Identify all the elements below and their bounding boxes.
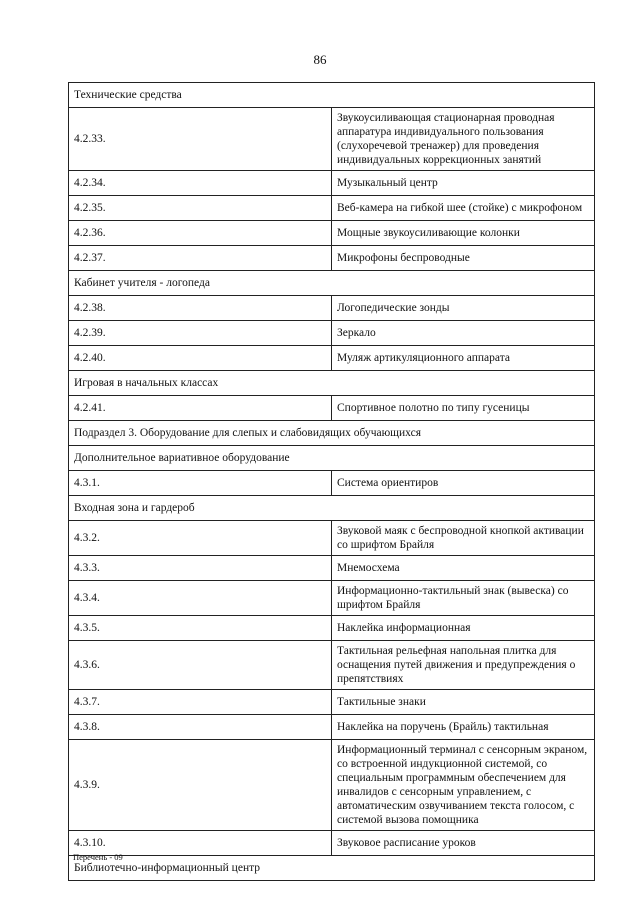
table-row — [69, 616, 595, 641]
table-row — [69, 321, 595, 346]
item-description: Звукоусиливающая стационарная проводная аппаратура индивидуального пользования (слухоречевой тренажер) для проведения индивидуальных коррекционных занятий — [332, 108, 595, 171]
item-description: Система ориентиров — [332, 471, 595, 496]
item-number: 4.2.37. — [69, 246, 332, 271]
table-row — [69, 740, 595, 831]
section-title: Библиотечно-информационный центр — [69, 856, 595, 881]
item-description: Зеркало — [332, 321, 595, 346]
item-description: Информационный терминал с сенсорным экраном, со встроенной индукционной системой, со специальным программным обеспечением для инвалидов с сенсорным управлением, с автоматическим озвучиванием текста голосом, с системой вызова помощника — [332, 740, 595, 831]
section-header-row — [69, 83, 595, 108]
item-description: Наклейка информационная — [332, 616, 595, 641]
item-number: 4.3.9. — [69, 740, 332, 831]
table-row — [69, 641, 595, 690]
item-number: 4.2.36. — [69, 221, 332, 246]
table-row — [69, 196, 595, 221]
section-header-row — [69, 421, 595, 446]
section-title: Подраздел 3. Оборудование для слепых и слабовидящих обучающихся — [69, 421, 595, 446]
section-title: Дополнительное вариативное оборудование — [69, 446, 595, 471]
item-number: 4.3.8. — [69, 715, 332, 740]
item-number: 4.3.3. — [69, 556, 332, 581]
table-row — [69, 108, 595, 171]
section-header-row — [69, 371, 595, 396]
table-row — [69, 690, 595, 715]
table-row — [69, 246, 595, 271]
item-number: 4.3.4. — [69, 581, 332, 616]
item-description: Веб-камера на гибкой шее (стойке) с микрофоном — [332, 196, 595, 221]
item-description: Микрофоны беспроводные — [332, 246, 595, 271]
item-description: Звуковой маяк с беспроводной кнопкой активации со шрифтом Брайля — [332, 521, 595, 556]
item-number: 4.2.38. — [69, 296, 332, 321]
item-number: 4.3.6. — [69, 641, 332, 690]
item-description: Логопедические зонды — [332, 296, 595, 321]
item-description: Тактильная рельефная напольная плитка для оснащения путей движения и предупреждения о препятствиях — [332, 641, 595, 690]
section-title: Входная зона и гардероб — [69, 496, 595, 521]
item-number: 4.2.40. — [69, 346, 332, 371]
table-row — [69, 221, 595, 246]
item-number: 4.2.34. — [69, 171, 332, 196]
item-number: 4.3.5. — [69, 616, 332, 641]
item-number: 4.3.1. — [69, 471, 332, 496]
table-row — [69, 396, 595, 421]
table-row — [69, 296, 595, 321]
table-row — [69, 581, 595, 616]
section-title: Технические средства — [69, 83, 595, 108]
table-row — [69, 556, 595, 581]
item-number: 4.2.41. — [69, 396, 332, 421]
section-title: Кабинет учителя - логопеда — [69, 271, 595, 296]
item-description: Звуковое расписание уроков — [332, 831, 595, 856]
table-row — [69, 171, 595, 196]
item-description: Мнемосхема — [332, 556, 595, 581]
table-row — [69, 521, 595, 556]
section-title: Игровая в начальных классах — [69, 371, 595, 396]
item-description: Музыкальный центр — [332, 171, 595, 196]
item-description: Информационно-тактильный знак (вывеска) со шрифтом Брайля — [332, 581, 595, 616]
section-header-row — [69, 496, 595, 521]
item-number: 4.2.33. — [69, 108, 332, 171]
item-number: 4.3.10. — [69, 831, 332, 856]
section-header-row — [69, 856, 595, 881]
section-header-row — [69, 271, 595, 296]
footer-document-code: Перечень - 09 — [73, 852, 123, 862]
item-description: Муляж артикуляционного аппарата — [332, 346, 595, 371]
table-row — [69, 471, 595, 496]
item-description: Мощные звукоусиливающие колонки — [332, 221, 595, 246]
section-header-row — [69, 446, 595, 471]
table-row — [69, 715, 595, 740]
item-description: Тактильные знаки — [332, 690, 595, 715]
item-number: 4.2.35. — [69, 196, 332, 221]
item-number: 4.3.7. — [69, 690, 332, 715]
item-number: 4.2.39. — [69, 321, 332, 346]
equipment-table-body — [69, 83, 595, 881]
equipment-table — [68, 82, 595, 881]
table-row — [69, 831, 595, 856]
item-description: Спортивное полотно по типу гусеницы — [332, 396, 595, 421]
page-number: 86 — [313, 52, 327, 67]
item-description: Наклейка на поручень (Брайль) тактильная — [332, 715, 595, 740]
table-row — [69, 346, 595, 371]
item-number: 4.3.2. — [69, 521, 332, 556]
